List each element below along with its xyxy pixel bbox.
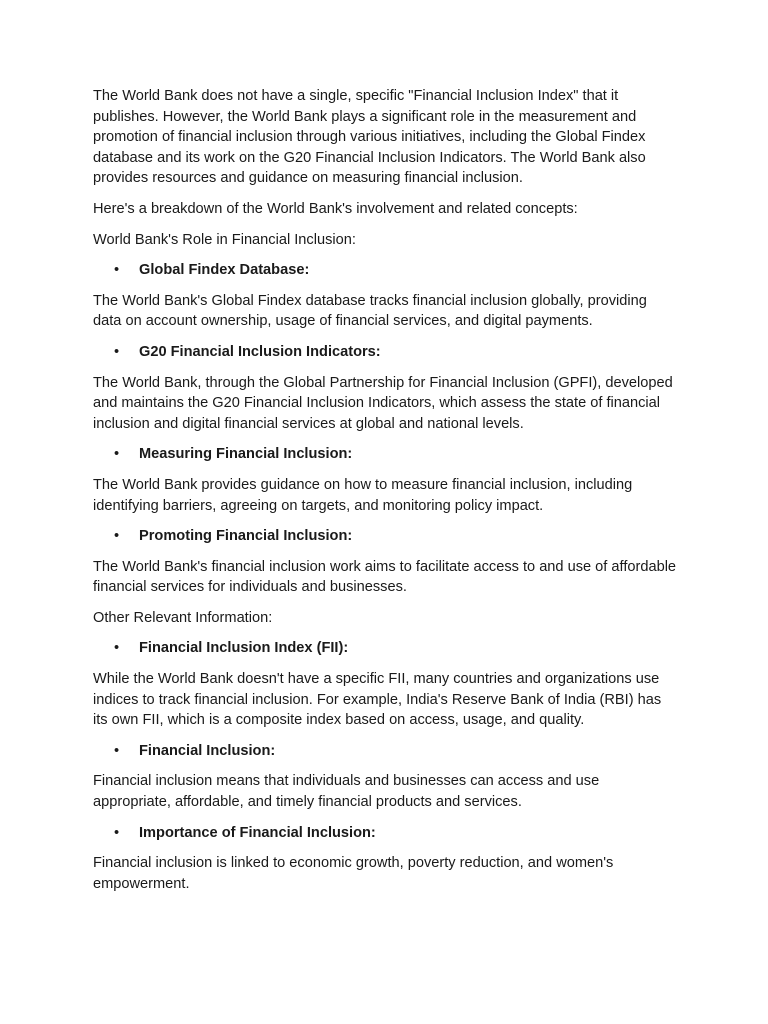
importance-paragraph: Financial inclusion is linked to economic growth, poverty reduction, and women's empowerment.	[93, 855, 614, 892]
promoting-paragraph: The World Bank's financial inclusion work aims to facilitate access to and use of affordable financial services for individuals and businesses.	[93, 558, 677, 596]
bullet-icon: •	[114, 446, 120, 463]
bullet-item-importance	[93, 823, 678, 844]
fii-paragraph: While the World Bank doesn't have a specific FII, many countries and organizations use indices to track financial inclusion. For example, India's Reserve Bank of India (RBI) has its own FII, which is a composite index based on access, usage, and quality.	[93, 671, 662, 729]
bullet-item-financial-inclusion	[93, 741, 678, 762]
bullet-icon: •	[114, 640, 120, 657]
bullet-icon: •	[114, 824, 120, 841]
global-findex-paragraph: The World Bank's Global Findex database tracks financial inclusion globally, providing data on account ownership, usage of financial services, and digital payments.	[93, 292, 647, 330]
intro-paragraph: The World Bank does not have a single, specific "Financial Inclusion Index" that it publishes. However, the World Bank plays a significant role in the measurement and promotion of financial inclusion through various initiatives, including the Global Findex database and its work on the G20 Financial Inclusion Indicators. The World Bank also provides resources and guidance on measuring financial inclusion.	[93, 88, 646, 187]
bullet-item-fii	[93, 638, 678, 659]
bullet-item-promoting	[93, 526, 678, 547]
bullet-label: Promoting Financial Inclusion:	[139, 528, 353, 545]
bullet-icon: •	[114, 262, 120, 279]
section-heading-other-info: Other Relevant Information:	[93, 609, 273, 626]
bullet-label: Importance of Financial Inclusion:	[139, 824, 376, 841]
g20-indicators-paragraph: The World Bank, through the Global Partnership for Financial Inclusion (GPFI), developed and maintains the G20 Financial Inclusion Indicators, which assess the state of financial inclusion and digital financial services at global and national levels.	[93, 374, 673, 432]
bullet-label: Global Findex Database:	[139, 262, 310, 279]
breakdown-intro-paragraph: Here's a breakdown of the World Bank's involvement and related concepts:	[93, 200, 578, 217]
bullet-label: Financial Inclusion Index (FII):	[139, 640, 349, 657]
document-body	[93, 86, 678, 904]
bullet-icon: •	[114, 343, 120, 360]
bullet-icon: •	[114, 742, 120, 759]
bullet-label: Measuring Financial Inclusion:	[139, 446, 353, 463]
bullet-label: G20 Financial Inclusion Indicators:	[139, 343, 381, 360]
bullet-label: Financial Inclusion:	[139, 742, 276, 759]
bullet-item-measuring	[93, 444, 678, 465]
bullet-item-global-findex	[93, 260, 678, 281]
measuring-paragraph: The World Bank provides guidance on how to measure financial inclusion, including identifying barriers, agreeing on targets, and monitoring policy impact.	[93, 476, 633, 514]
section-heading-world-bank-role: World Bank's Role in Financial Inclusion:	[93, 231, 356, 248]
bullet-icon: •	[114, 528, 120, 545]
financial-inclusion-paragraph: Financial inclusion means that individuals and businesses can access and use appropriate, affordable, and timely financial products and services.	[93, 773, 600, 811]
bullet-item-g20-indicators	[93, 342, 678, 363]
